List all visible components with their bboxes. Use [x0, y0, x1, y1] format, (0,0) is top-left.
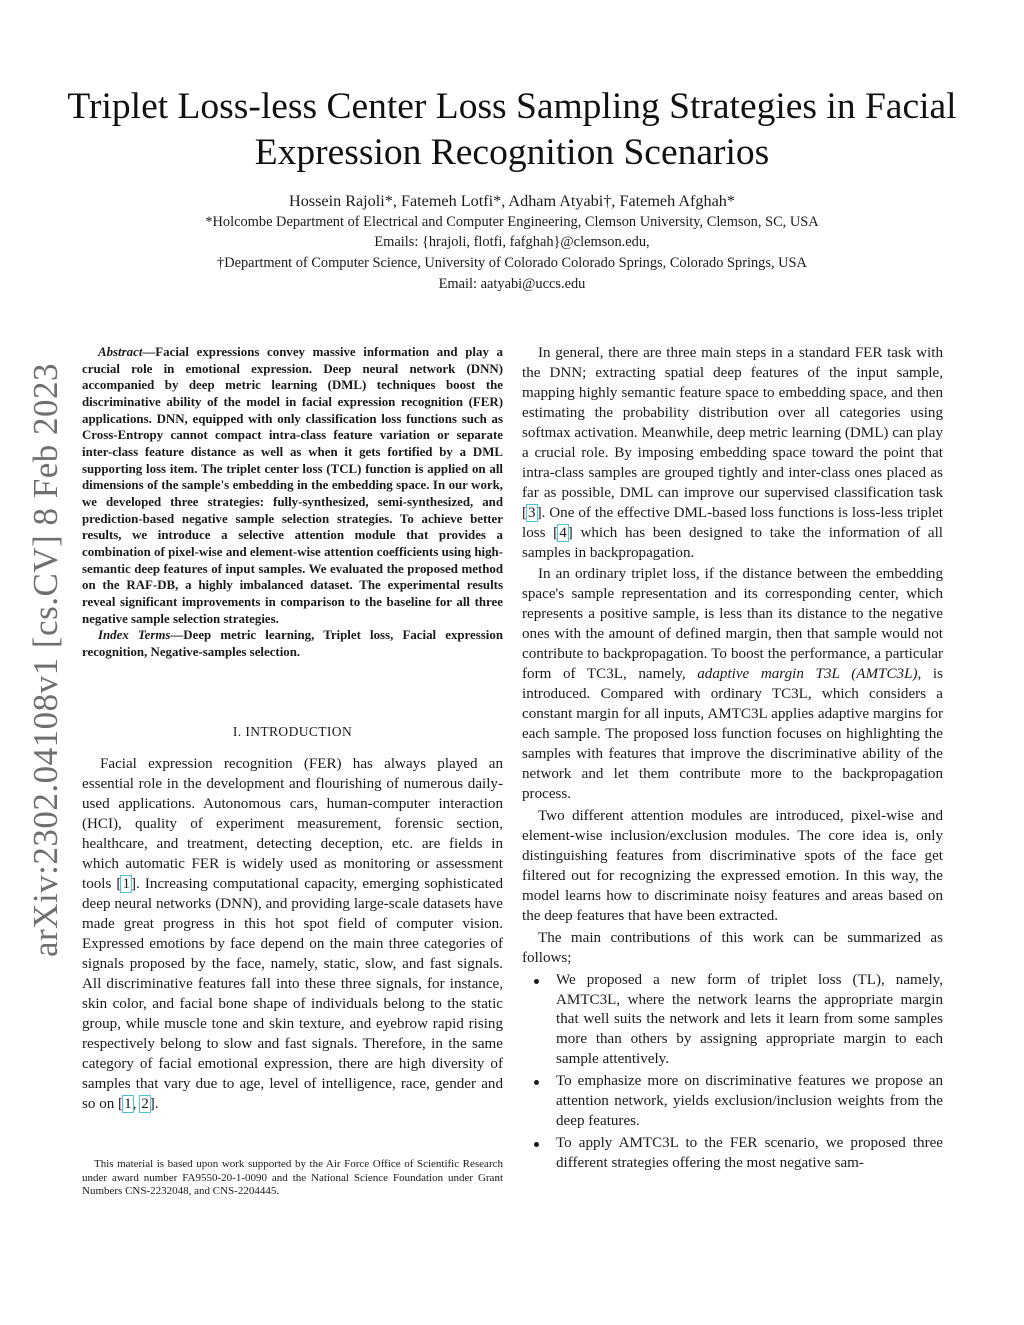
- right-column-body: [522, 344, 943, 1176]
- intro-text-a: Facial expression recognition (FER) has always played an essential role in the development and flourishing of numerous daily-used applications. Autonomous cars, human-computer interaction (HCI), quality of experiment measurement, forensic section, healthcare, and treatment, detecting deception, etc. are fields in which automatic FER is widely used as monitoring or assessment tools [: [82, 756, 503, 892]
- body-text-e: , is introduced. Compared with ordinary TC3L, which considers a constant margin for all inputs, AMTC3L applies adaptive margins for each sample. The proposed loss function focuses on highlighting the samples with features that improve the discriminative ability of the network and let them contribute more to the backpropagation process.: [522, 666, 943, 802]
- body-text-c: ] which has been designed to take the information of all samples in backpropagation.: [522, 524, 943, 561]
- footnote-text: This material is based upon work supported by the Air Force Office of Scientific Research under award number FA9550-20-1-0090 and the National Science Foundation under Grant Numbers CNS-2232048, and CNS-2204445.: [82, 1158, 503, 1198]
- body-text-d: In an ordinary triplet loss, if the distance between the embedding space's sample representation and its corresponding center, which represents a positive sample, is less than its distance to the negative ones with the amount of defined margin, then that sample would not contribute to backpropagation. To boost the performance, a particular form of TC3L, namely,: [522, 566, 943, 683]
- list-item: We proposed a new form of triplet loss (TL), namely, AMTC3L, where the network learns the appropriate margin that well suits the network and lets it learn from some samples more than others by assigning appropriate margin to each sample attentively.: [556, 971, 943, 1071]
- body-text-a: In general, there are three main steps in a standard FER task with the DNN; extracting spatial deep features of the input sample, mapping highly semantic feature space to embedding space, and then estimating the probability distribution over all categories using softmax activation. Meanwhile, deep metric learning (DML) can play a crucial role. By imposing embedding space toward the point that intra-class samples are grouped tightly and inter-class ones placed as far as possible, DML can improve our supervised classification task [: [522, 345, 943, 521]
- funding-footnote: [82, 1158, 503, 1199]
- list-item: To apply AMTC3L to the FER scenario, we proposed three different strategies offering the most negative sam-: [556, 1134, 943, 1174]
- arxiv-sidebar: [18, 360, 74, 960]
- body-paragraph-4: The main contributions of this work can be summarized as follows;: [522, 929, 943, 966]
- email-uccs: Email: aatyabi@uccs.edu: [438, 276, 586, 292]
- emails-clemson: Emails: {hrajoli, flotfi, fafghah}@clemson.edu,: [374, 234, 650, 250]
- body-text-b: ]. One of the effective DML-based loss functions is loss-less triplet loss [: [522, 504, 943, 541]
- affiliation-clemson: *Holcombe Department of Electrical and Computer Engineering, Clemson University, Clemson, SC, USA: [205, 214, 819, 230]
- section-heading-introduction: I. INTRODUCTION: [232, 724, 353, 739]
- citation-separator: ,: [132, 1096, 141, 1112]
- body-paragraph-1: [522, 344, 943, 563]
- abstract-label: Abstract: [98, 345, 143, 359]
- intro-paragraph-1: [82, 754, 503, 1114]
- abstract-text: —Facial expressions convey massive information and play a crucial role in emotional expression. Deep neural network (DNN) accompanied by deep metric learning (DML) techniques boost the discriminative ability of the model in facial expression recognition (FER) applications. DNN, equipped with only classification loss functions such as Cross-Entropy cannot compact intra-class feature variation or separate inter-class feature distance as well as when it gets fortified by a DML supporting loss item. The triplet center loss (TCL) function is applied on all dimensions of the sample's embedding in the embedding space. In our work, we developed three strategies: fully-synthesized, semi-synthesized, and prediction-based negative sample selection strategies. To achieve better results, we introduce a selective attention module that provides a combination of pixel-wise and element-wise attention coefficients using high-semantic deep features of input samples. We evaluated the proposed method on the RAF-DB, a highly imbalanced dataset. The experimental results reveal significant improvements in comparison to the baseline for all three negative sample selection strategies.: [82, 345, 503, 626]
- abstract-block: [82, 344, 503, 660]
- citation-link[interactable]: 2: [141, 1096, 149, 1112]
- body-paragraph-3: Two different attention modules are introduced, pixel-wise and element-wise inclusion/exclusion modules. The core idea is, only distinguishing features from discriminative spots of the face get filtered out for recognizing the expressed emotion. In this way, the model learns how to discriminate noisy features and areas based on the deep features that have been extracted.: [522, 807, 943, 924]
- introduction-body: [82, 754, 503, 1114]
- citation-link[interactable]: 1: [122, 876, 131, 892]
- contributions-list: [522, 971, 943, 1175]
- paper-title: Triplet Loss-less Center Loss Sampling Strategies in Facial Expression Recognition Scenarios: [67, 86, 957, 173]
- citation-link[interactable]: 1: [124, 1096, 132, 1112]
- index-terms: [82, 627, 503, 660]
- abstract-paragraph: [82, 344, 503, 627]
- list-item: To emphasize more on discriminative features we propose an attention network, yields exclusion/inclusion weights from the deep features.: [556, 1072, 943, 1132]
- author-list: Hossein Rajoli*, Fatemeh Lotfi*, Adham Atyabi†, Fatemeh Afghah*: [289, 192, 735, 210]
- intro-text-c: ].: [149, 1096, 159, 1112]
- index-terms-label: Index Terms: [98, 628, 171, 643]
- emphasis-amtc3l: adaptive margin T3L (AMTC3L): [697, 666, 918, 683]
- arxiv-identifier: arXiv:2302.04108v1 [cs.CV] 8 Feb 2023: [26, 362, 65, 958]
- affiliation-uccs: †Department of Computer Science, University of Colorado Colorado Springs, Colorado Springs, USA: [217, 255, 807, 271]
- citation-link[interactable]: 4: [559, 524, 567, 541]
- body-paragraph-2: [522, 565, 943, 804]
- citation-link[interactable]: 3: [528, 504, 536, 521]
- intro-text-b: ]. Increasing computational capacity, emerging sophisticated deep neural networks (DNN), and providing large-scale datasets have made great progress in this hot spot field of computer vision. Expressed emotions by face depend on the main three categories of signals proposed by the face, namely, static, slow, and fast signals. All discriminative features fall into these three signals, for instance, skin color, and facial bone shape of individuals belong to the static group, while muscle tone and skin texture, and eyebrow rapid rising respectively belong to slow and fast signals. Therefore, in the same category of facial emotional expression, there are high diversity of samples that vary due to age, level of intelligence, race, gender and so on [: [82, 876, 504, 1112]
- index-terms-text: —Deep metric learning, Triplet loss, Facial expression recognition, Negative-samples selection.: [82, 628, 503, 659]
